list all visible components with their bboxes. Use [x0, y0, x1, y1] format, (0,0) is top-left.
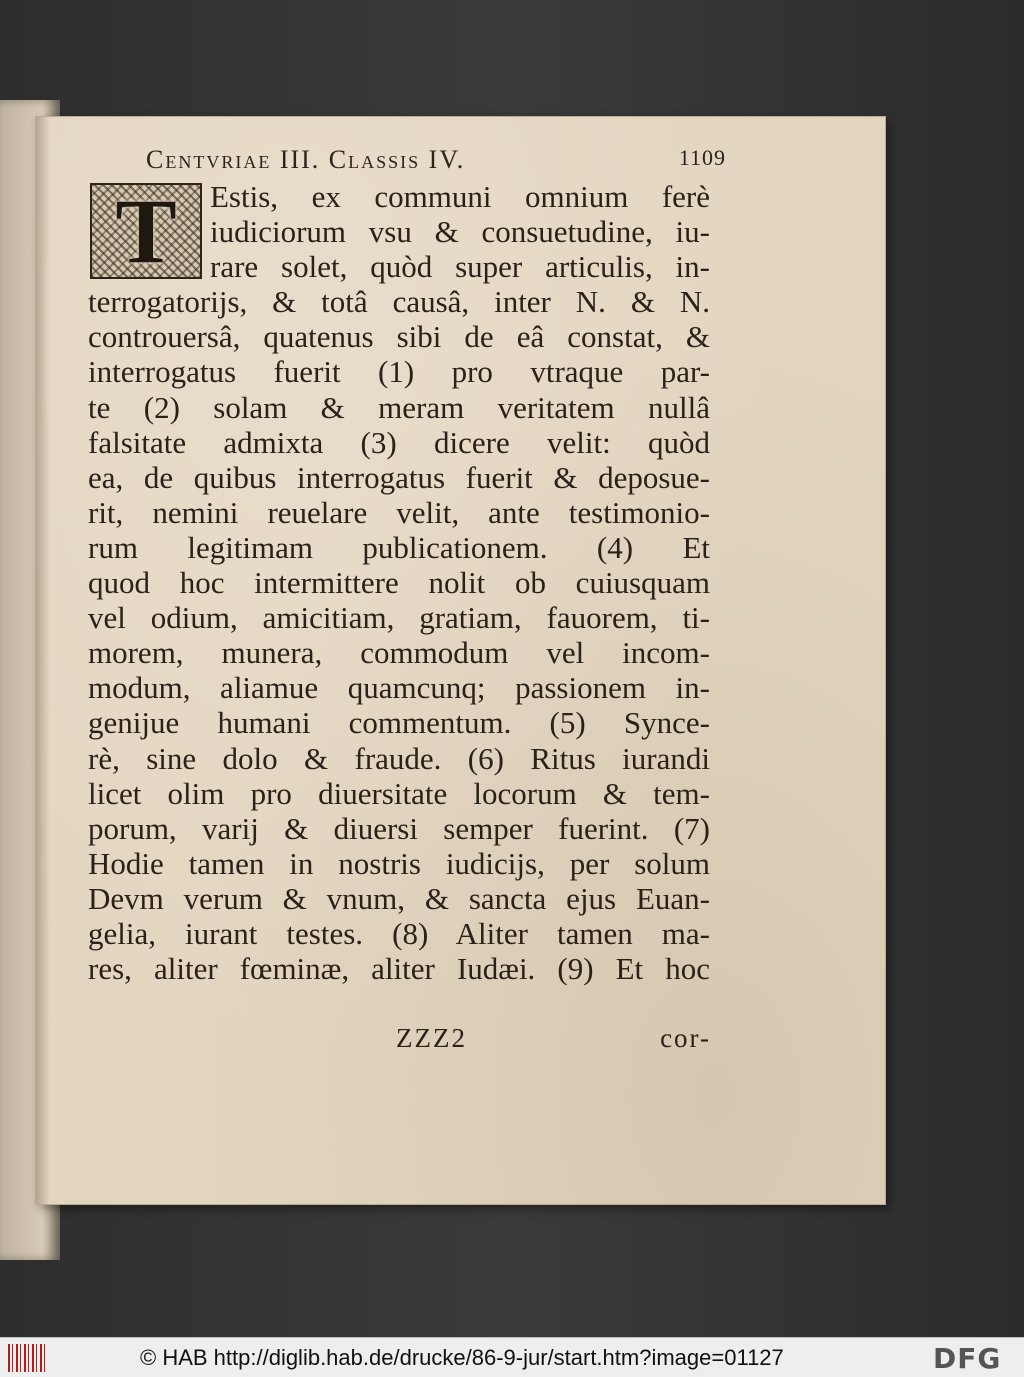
text-line: morem, munera, commodum vel incom- [88, 635, 710, 671]
text-line: licet olim pro diuersitate locorum & tem- [88, 775, 710, 811]
text-line: genijue humani commentum. (5) Synce- [88, 705, 710, 741]
text-line: res, aliter fœminæ, aliter Iudæi. (9) Et hoc [88, 951, 710, 987]
text-line: vel odium, amicitiam, gratiam, fauorem, ti- [88, 600, 710, 636]
text-line: Hodie tamen in nostris iudicijs, per solum [88, 845, 710, 881]
catchline [396, 1023, 711, 1054]
text-line: rit, nemini reuelare velit, ante testimonio- [88, 494, 710, 530]
text-line: rum legitimam publicationem. (4) Et [88, 529, 710, 565]
text-line: Devm verum & vnum, & sancta ejus Euan- [88, 880, 710, 916]
text-line: iudiciorum vsu & consuetudine, iu- [210, 214, 710, 250]
page-gutter-shadow [36, 117, 50, 1204]
barcode-icon [8, 1344, 48, 1372]
initial-letter: T [115, 180, 177, 282]
text-line: controuersâ, quatenus sibi de eâ constat, & [88, 319, 710, 355]
text-line: Estis, ex communi omnium ferè [210, 179, 710, 214]
text-line: gelia, iurant testes. (8) Aliter tamen ma- [88, 915, 710, 951]
text-line: modum, aliamue quamcunq; passionem in- [88, 670, 710, 706]
signature-mark: ZZZ2 [396, 1023, 467, 1053]
running-head-title: Centvriae III. Classis IV. [146, 145, 466, 174]
footer-bar [0, 1337, 1024, 1377]
dfg-logo: DFG [933, 1342, 1002, 1375]
book-page [36, 117, 885, 1204]
body-text [88, 179, 710, 986]
page-number: 1109 [678, 145, 726, 170]
catchword: cor- [660, 1023, 711, 1053]
text-line: terrogatorijs, & totâ causâ, inter N. & N. [88, 284, 710, 320]
text-line: te (2) solam & meram veritatem nullâ [88, 389, 710, 425]
text-line: rè, sine dolo & fraude. (6) Ritus iurandi [88, 740, 710, 776]
text-line: quod hoc intermittere nolit ob cuiusquam [88, 565, 710, 601]
text-line: rare solet, quòd super articulis, in- [210, 249, 710, 285]
text-line: interrogatus fuerit (1) pro vtraque par- [88, 354, 710, 390]
running-head [146, 145, 726, 175]
text-line: falsitate admixta (3) dicere velit: quòd [88, 424, 710, 460]
footer-credit-link[interactable]: © HAB http://diglib.hab.de/drucke/86-9-jur/start.htm?image=01127 [140, 1345, 784, 1370]
text-line: ea, de quibus interrogatus fuerit & deposue- [88, 459, 710, 495]
text-line: porum, varij & diuersi semper fuerint. (7) [88, 810, 710, 846]
